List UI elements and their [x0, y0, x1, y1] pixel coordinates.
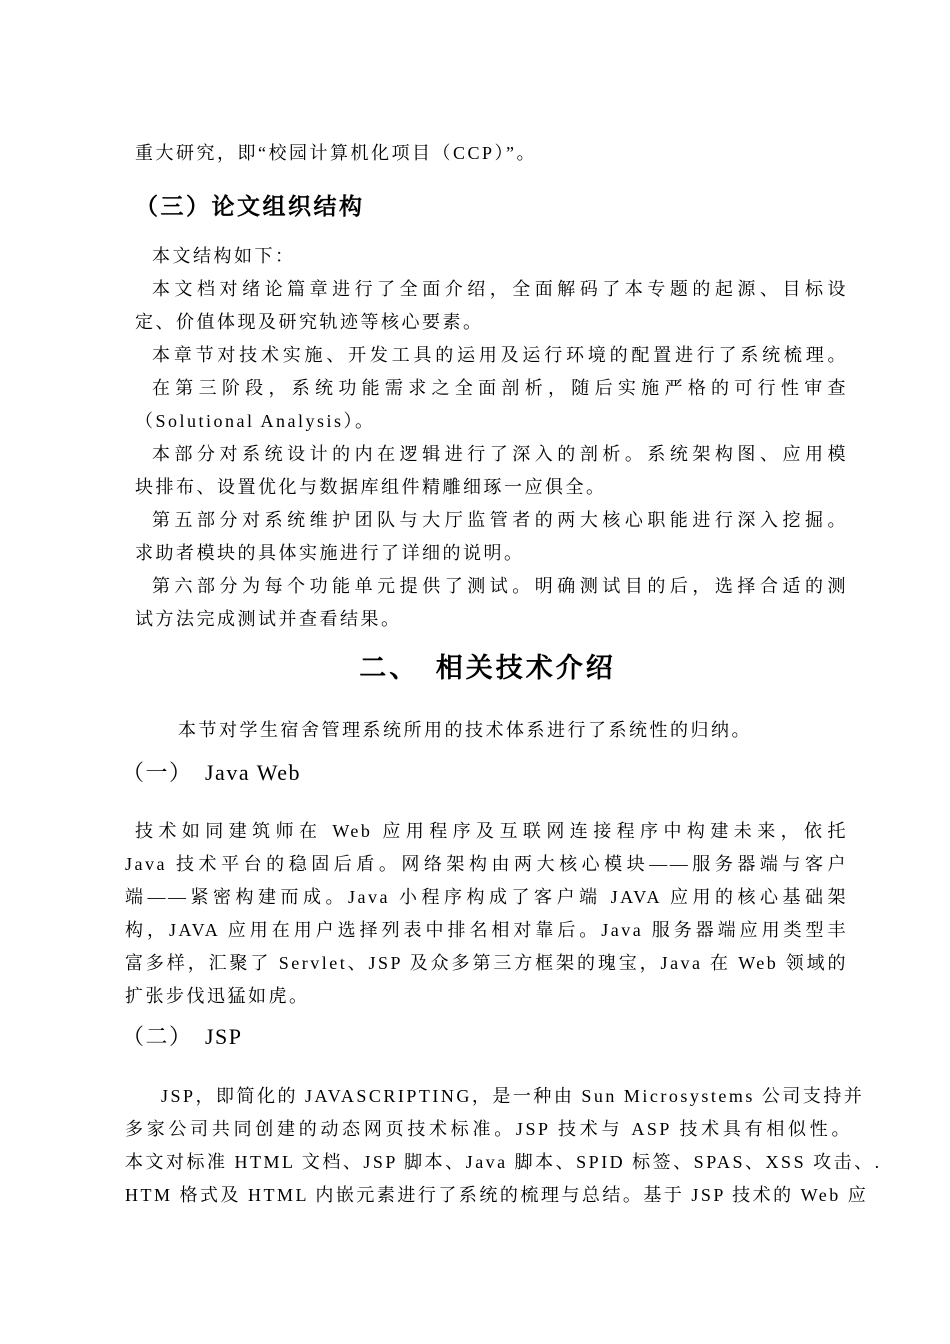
text-line: 在第三阶段，系统功能需求之全面剖析，随后实施严格的可行性审查: [152, 378, 848, 398]
text-line: 本文结构如下：: [152, 246, 296, 266]
text-line: 第五部分对系统维护团队与大厅监管者的两大核心职能进行深入挖掘。: [152, 510, 848, 530]
text-line: 技术如同建筑师在 Web 应用程序及互联网连接程序中构建未来，依托: [135, 821, 848, 841]
text-line: 第六部分为每个功能单元提供了测试。明确测试目的后，选择合适的测: [152, 576, 848, 596]
text-line: 本文对标准 HTML 文档、JSP 脚本、Java 脚本、SPID 标签、SPAS、XSS 攻击、.: [125, 1152, 882, 1172]
text-line: 扩张步伐迅猛如虎。: [125, 986, 310, 1006]
heading-chapter-two: 二、 相关技术介绍: [359, 653, 616, 683]
text-line: JSP，即简化的 JAVASCRIPTING，是一种由 Sun Microsystems 公司支持并: [161, 1086, 865, 1106]
paragraph-continuation-line: 重大研究，即“校园计算机化项目（CCP）”。: [135, 143, 537, 163]
heading-jsp: （二） JSP: [122, 1024, 243, 1049]
paragraph-jsp: [125, 1080, 882, 1212]
text-line: 块排布、设置优化与数据库组件精雕细琢一应俱全。: [135, 477, 607, 497]
text-line: Java 技术平台的稳固后盾。网络架构由两大核心模块——服务器端与客户: [125, 854, 848, 874]
text-line: HTM 格式及 HTML 内嵌元素进行了系统的梳理与总结。基于 JSP 技术的 Web 应: [125, 1185, 869, 1205]
text-line: （Solutional Analysis）。: [135, 411, 376, 431]
text-line: 求助者模块的具体实施进行了详细的说明。: [135, 543, 525, 563]
paragraph-thesis-structure: [135, 240, 848, 636]
text-line: 试方法完成测试并查看结果。: [135, 609, 402, 629]
text-line: 本章节对技术实施、开发工具的运用及运行环境的配置进行了系统梳理。: [152, 345, 848, 365]
text-line: 定、价值体现及研究轨迹等核心要素。: [135, 312, 484, 332]
paragraph-chapter-intro: 本节对学生宿舍管理系统所用的技术体系进行了系统性的归纳。: [178, 720, 752, 740]
heading-java-web: （一） Java Web: [122, 760, 301, 785]
text-line: 富多样，汇聚了 Servlet、JSP 及众多第三方框架的瑰宝，Java 在 Web 领域的: [125, 953, 848, 973]
text-line: 本部分对系统设计的内在逻辑进行了深入的剖析。系统架构图、应用模: [152, 444, 848, 464]
text-line: 本文档对绪论篇章进行了全面介绍，全面解码了本专题的起源、目标设: [152, 279, 848, 299]
text-line: 构，JAVA 应用在用户选择列表中排名相对靠后。Java 服务器端应用类型丰: [125, 920, 848, 940]
text-line: 多家公司共同创建的动态网页技术标准。JSP 技术与 ASP 技术具有相似性。: [125, 1119, 852, 1139]
paragraph-java-web: [125, 815, 848, 1013]
text-line: 端——紧密构建而成。Java 小程序构成了客户端 JAVA 应用的核心基础架: [125, 887, 848, 907]
heading-section-three: （三）论文组织结构: [135, 193, 365, 219]
